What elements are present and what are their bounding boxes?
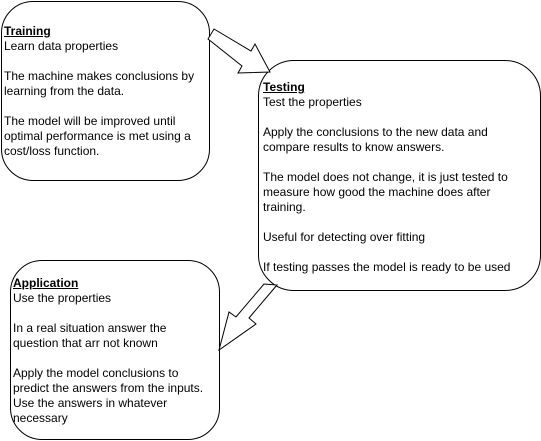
application-line: necessary bbox=[13, 411, 68, 425]
testing-line: Apply the conclusions to the new data and bbox=[263, 125, 488, 139]
testing-line: Test the properties bbox=[263, 95, 362, 109]
spacer bbox=[263, 215, 540, 230]
spacer bbox=[13, 306, 219, 321]
spacer bbox=[13, 351, 219, 366]
application-title: Application bbox=[13, 276, 79, 290]
training-title: Training bbox=[4, 24, 51, 38]
training-line: cost/loss function. bbox=[4, 144, 100, 158]
spacer bbox=[4, 99, 209, 114]
application-line: predict the answers from the inputs. bbox=[13, 381, 204, 395]
application-card bbox=[10, 260, 220, 440]
testing-line: training. bbox=[263, 200, 306, 214]
testing-body bbox=[263, 95, 540, 275]
testing-line: The model does not change, it is just tested to bbox=[263, 170, 508, 184]
testing-card bbox=[258, 60, 541, 291]
application-body bbox=[13, 291, 219, 426]
testing-line: compare results to know answers. bbox=[263, 140, 445, 154]
testing-title: Testing bbox=[263, 80, 305, 94]
application-line: Use the properties bbox=[13, 291, 112, 305]
spacer bbox=[263, 245, 540, 260]
arrow-testing-to-application bbox=[219, 284, 277, 350]
spacer bbox=[263, 155, 540, 170]
training-line: optimal performance is met using a bbox=[4, 129, 191, 143]
application-line: Apply the model conclusions to bbox=[13, 366, 179, 380]
training-body bbox=[4, 39, 209, 159]
application-line: In a real situation answer the bbox=[13, 321, 167, 335]
training-line: The machine makes conclusions by bbox=[4, 69, 195, 83]
training-card bbox=[1, 1, 210, 181]
arrow-training-to-testing bbox=[208, 29, 270, 73]
testing-line: Useful for detecting over fitting bbox=[263, 230, 426, 244]
testing-line: measure how good the machine does after bbox=[263, 185, 491, 199]
training-line: learning from the data. bbox=[4, 84, 125, 98]
training-line: The model will be improved until bbox=[4, 114, 176, 128]
application-line: Use the answers in whatever bbox=[13, 396, 168, 410]
testing-line: If testing passes the model is ready to be used bbox=[263, 260, 511, 274]
spacer bbox=[4, 54, 209, 69]
spacer bbox=[263, 110, 540, 125]
application-line: question that arr not known bbox=[13, 336, 158, 350]
training-line: Learn data properties bbox=[4, 39, 119, 53]
